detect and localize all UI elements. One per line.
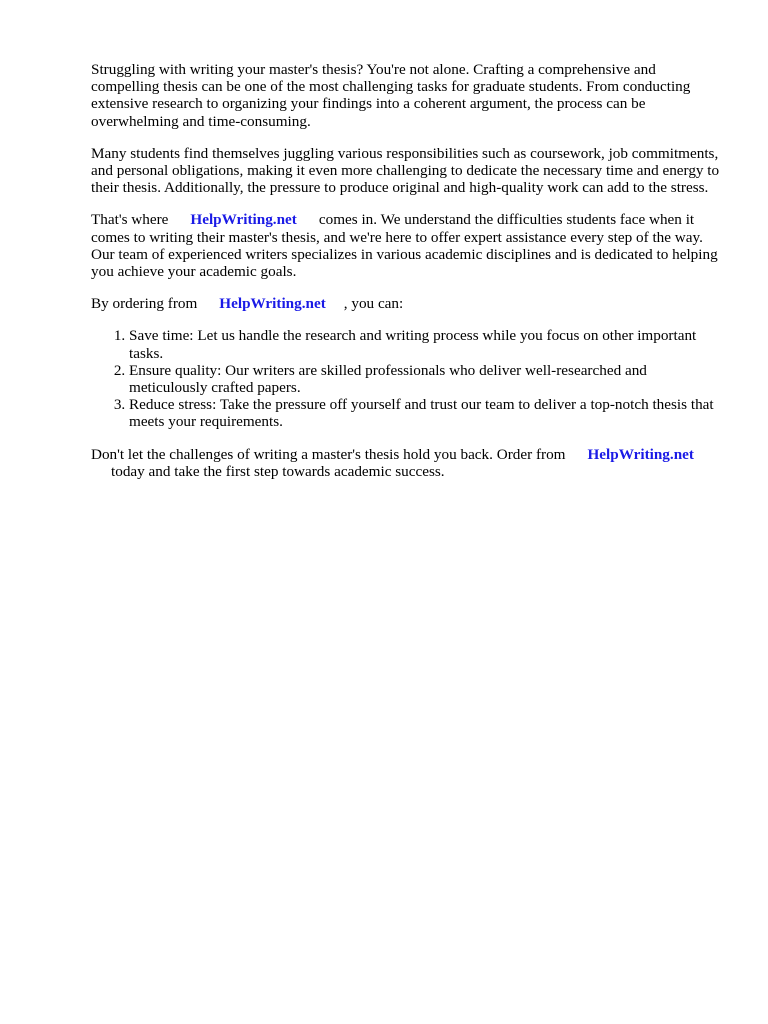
ordering-paragraph-tail: , you can:	[343, 295, 404, 313]
helpwriting-link[interactable]: HelpWriting.net	[190, 211, 297, 229]
service-paragraph-lead: That's where	[91, 211, 169, 229]
closing-paragraph-tail: today and take the first step towards academic success.	[111, 462, 445, 480]
list-item: 1. Save time: Let us handle the research and writing process while you focus on other important tasks.	[129, 327, 723, 361]
closing-paragraph-lead: Don't let the challenges of writing a master's thesis hold you back. Order from	[91, 445, 566, 463]
ordering-paragraph-lead: By ordering from	[91, 295, 198, 313]
list-item: 3. Reduce stress: Take the pressure off yourself and trust our team to deliver a top-notch thesis that meets your requirements.	[129, 396, 723, 430]
intro-paragraph: Struggling with writing your master's thesis? You're not alone. Crafting a comprehensive and compelling thesis can be one of the most challenging tasks for graduate students. From conducting extensive research to organizing your findings into a coherent argument, the process can be overwhelming and time-consuming.	[91, 61, 691, 130]
ordering-paragraph	[91, 295, 723, 312]
service-paragraph	[91, 211, 723, 280]
service-paragraph-body: comes in. We understand the difficulties students face when it comes to writing their master's thesis, and we're here to offer expert assistance every step of the way. Our team of experienced writers specializes in various academic disciplines and is dedicated to helping you achieve your academic goals.	[91, 211, 718, 281]
challenges-paragraph: Many students find themselves juggling various responsibilities such as coursework, job commitments, and personal obligations, making it even more challenging to dedicate the necessary time and energy to their thesis. Additionally, the pressure to produce original and high-quality work can add to the stress.	[91, 144, 720, 197]
benefits-list	[91, 327, 723, 430]
helpwriting-link[interactable]: HelpWriting.net	[219, 295, 326, 313]
list-item: 2. Ensure quality: Our writers are skilled professionals who deliver well-researched and meticulously crafted papers.	[129, 362, 723, 396]
closing-paragraph	[91, 446, 723, 480]
helpwriting-link[interactable]: HelpWriting.net	[587, 445, 694, 463]
document-page	[91, 61, 723, 495]
